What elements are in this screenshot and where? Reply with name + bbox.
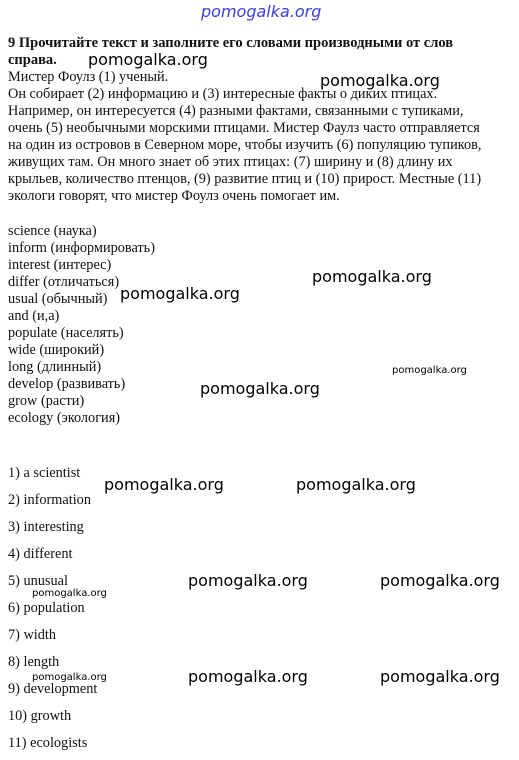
paragraph-line: живущих там. Он много знает об этих птицах: (7) ширину и (8) длину их — [8, 154, 453, 170]
answer-item: 8) length — [8, 654, 60, 670]
watermark: pomogalka.org — [120, 284, 240, 303]
watermark: pomogalka.org — [88, 50, 208, 69]
paragraph-line: очень (5) необычными морскими птицами. Мистер Фаулз часто отправляется — [8, 120, 480, 136]
word-list-item: ecology (экология) — [8, 410, 121, 426]
answer-item: 11) ecologists — [8, 735, 88, 751]
watermark: pomogalka.org — [104, 475, 224, 494]
word-list-item: science (наука) — [8, 223, 97, 239]
word-list-item: usual (обычный) — [8, 291, 108, 307]
word-list-item: and (и,а) — [8, 308, 60, 324]
watermark: pomogalka.org — [188, 571, 308, 590]
watermark: pomogalka.org — [320, 71, 440, 90]
paragraph-line: на один из островов в Северном море, чтобы изучить (6) популяцию тупиков, — [8, 137, 482, 153]
answer-item: 3) interesting — [8, 519, 84, 535]
paragraph-line: Он собирает (2) информацию и (3) интересные факты о диких птицах. — [8, 86, 438, 102]
watermark: pomogalka.org — [188, 667, 308, 686]
answer-item: 2) information — [8, 492, 91, 508]
watermark: pomogalka.org — [200, 379, 320, 398]
paragraph-line: экологи говорят, что мистер Фоулз очень помогает им. — [8, 188, 340, 204]
answer-item: 1) a scientist — [8, 465, 81, 481]
watermark: pomogalka.org — [380, 667, 500, 686]
paragraph-line: Например, он интересуется (4) разными фактами, связанными с тупиками, — [8, 103, 464, 119]
watermark: pomogalka.org — [380, 571, 500, 590]
word-list-item: long (длинный) — [8, 359, 102, 375]
watermark: pomogalka.org — [32, 672, 107, 683]
watermark: pomogalka.org — [296, 475, 416, 494]
paragraph-line: Мистер Фоулз (1) ученый. — [8, 69, 169, 85]
header-watermark: pomogalka.org — [201, 2, 322, 21]
word-list-item: interest (интерес) — [8, 257, 112, 273]
answer-item: 9) development — [8, 681, 98, 697]
answer-item: 6) population — [8, 600, 85, 616]
answer-item: 5) unusual — [8, 573, 68, 589]
watermark: pomogalka.org — [32, 588, 107, 599]
word-list-item: inform (информировать) — [8, 240, 155, 256]
word-list-item: grow (расти) — [8, 393, 85, 409]
paragraph-line: крыльев, количество птенцов, (9) развитие птиц и (10) прирост. Местные (11) — [8, 171, 482, 187]
task-title-line1: 9 Прочитайте текст и заполните его словами производными от слов — [8, 35, 454, 51]
answer-item: 10) growth — [8, 708, 72, 724]
word-list-item: populate (населять) — [8, 325, 124, 341]
word-list-item: develop (развивать) — [8, 376, 126, 392]
task-title-line2: справа. — [8, 52, 57, 68]
word-list-item: wide (широкий) — [8, 342, 105, 358]
word-list-item: differ (отличаться) — [8, 274, 120, 290]
watermark: pomogalka.org — [312, 267, 432, 286]
answer-item: 4) different — [8, 546, 73, 562]
watermark: pomogalka.org — [392, 365, 467, 376]
answer-item: 7) width — [8, 627, 57, 643]
